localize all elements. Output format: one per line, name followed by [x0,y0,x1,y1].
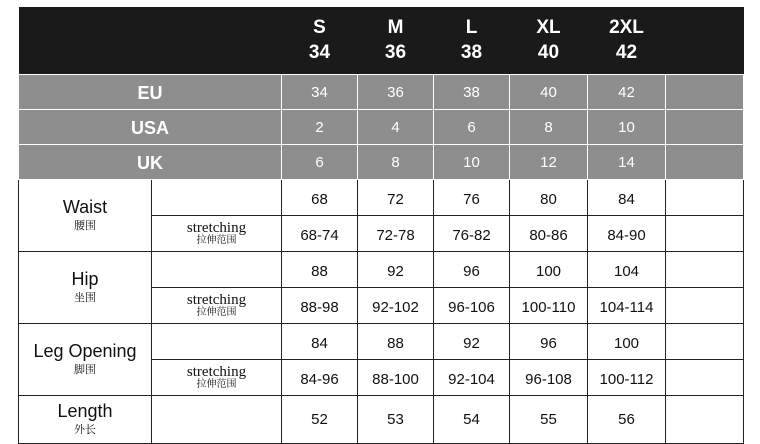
measure-value: 52 [282,396,358,444]
measurement-row-leg-opening [19,324,744,360]
size-number: 40 [510,40,588,75]
stretch-value: 100-110 [510,288,588,324]
region-label: USA [19,110,282,145]
region-value: 34 [282,75,358,110]
measure-value: 84 [282,324,358,360]
region-value: 36 [358,75,434,110]
size-letter: 2XL [588,7,666,40]
measure-value: 100 [588,324,666,360]
measure-value: 104 [588,252,666,288]
size-letter: L [434,7,510,40]
measure-value: 56 [588,396,666,444]
measure-value: 76 [434,180,510,216]
metric-label-leg-opening [19,324,152,396]
metric-name: Leg Opening [33,341,137,362]
measure-value: 88 [282,252,358,288]
empty-cell [666,288,744,324]
size-number-row [19,40,744,75]
stretch-value: 80-86 [510,216,588,252]
region-value: 38 [434,75,510,110]
stretch-value: 76-82 [434,216,510,252]
size-chart-table [18,7,744,444]
header-blank [666,7,744,40]
metric-name-cn: 坐围 [74,292,96,305]
region-row-usa [19,110,744,145]
measure-value: 100 [510,252,588,288]
stretch-label [152,360,282,396]
metric-label-hip [19,252,152,324]
metric-label-waist [19,180,152,252]
metric-name-cn: 外长 [74,424,96,437]
measure-value: 53 [358,396,434,444]
region-row-uk [19,145,744,180]
header-blank [19,40,282,75]
size-number: 36 [358,40,434,75]
stretch-label-cn: 拉伸范围 [196,307,237,318]
stretch-label [152,216,282,252]
stretch-value: 92-102 [358,288,434,324]
region-label: UK [19,145,282,180]
measurement-row-hip [19,252,744,288]
measure-value: 55 [510,396,588,444]
empty-cell [666,252,744,288]
region-value: 8 [358,145,434,180]
region-value: 2 [282,110,358,145]
size-letter-row [19,7,744,40]
region-value: 10 [588,110,666,145]
stretch-label-en: stretching [186,220,247,236]
stretch-value: 96-108 [510,360,588,396]
stretch-value: 92-104 [434,360,510,396]
stretch-value: 84-90 [588,216,666,252]
measure-value: 96 [434,252,510,288]
metric-name: Hip [71,269,99,290]
region-value: 6 [434,110,510,145]
region-value: 8 [510,110,588,145]
empty-cell [666,216,744,252]
size-number: 38 [434,40,510,75]
stretch-value: 96-106 [434,288,510,324]
metric-name: Length [57,401,113,422]
stretch-label-en: stretching [186,292,247,308]
header-blank [19,7,282,40]
size-number: 34 [282,40,358,75]
measurement-row-waist [19,180,744,216]
size-letter: S [282,7,358,40]
measure-value: 72 [358,180,434,216]
measure-value: 92 [434,324,510,360]
empty-cell [666,324,744,360]
region-value: 40 [510,75,588,110]
stretch-label-cn: 拉伸范围 [196,235,237,246]
empty-cell [152,324,282,360]
stretch-label-en: stretching [186,364,247,380]
stretch-value: 68-74 [282,216,358,252]
stretch-value: 104-114 [588,288,666,324]
measure-value: 68 [282,180,358,216]
stretch-value: 88-100 [358,360,434,396]
measure-value: 54 [434,396,510,444]
metric-name-cn: 腰围 [74,220,96,233]
empty-cell [666,360,744,396]
stretch-label [152,288,282,324]
measure-value: 96 [510,324,588,360]
size-chart [18,7,743,437]
region-value: 14 [588,145,666,180]
region-label: EU [19,75,282,110]
metric-name: Waist [62,197,108,218]
stretch-label-cn: 拉伸范围 [196,379,237,390]
region-value: 4 [358,110,434,145]
size-letter: XL [510,7,588,40]
region-value: 6 [282,145,358,180]
empty-cell [152,252,282,288]
stretch-value: 100-112 [588,360,666,396]
header-blank [666,40,744,75]
empty-cell [666,75,744,110]
region-value: 12 [510,145,588,180]
measure-value: 88 [358,324,434,360]
stretch-value: 88-98 [282,288,358,324]
region-row-eu [19,75,744,110]
measure-value: 80 [510,180,588,216]
empty-cell [666,145,744,180]
stretch-value: 72-78 [358,216,434,252]
size-number: 42 [588,40,666,75]
stretch-value: 84-96 [282,360,358,396]
region-value: 42 [588,75,666,110]
metric-name-cn: 脚围 [74,364,96,377]
empty-cell [152,180,282,216]
measure-value: 84 [588,180,666,216]
size-letter: M [358,7,434,40]
region-value: 10 [434,145,510,180]
empty-cell [666,110,744,145]
empty-cell [666,180,744,216]
measure-value: 92 [358,252,434,288]
